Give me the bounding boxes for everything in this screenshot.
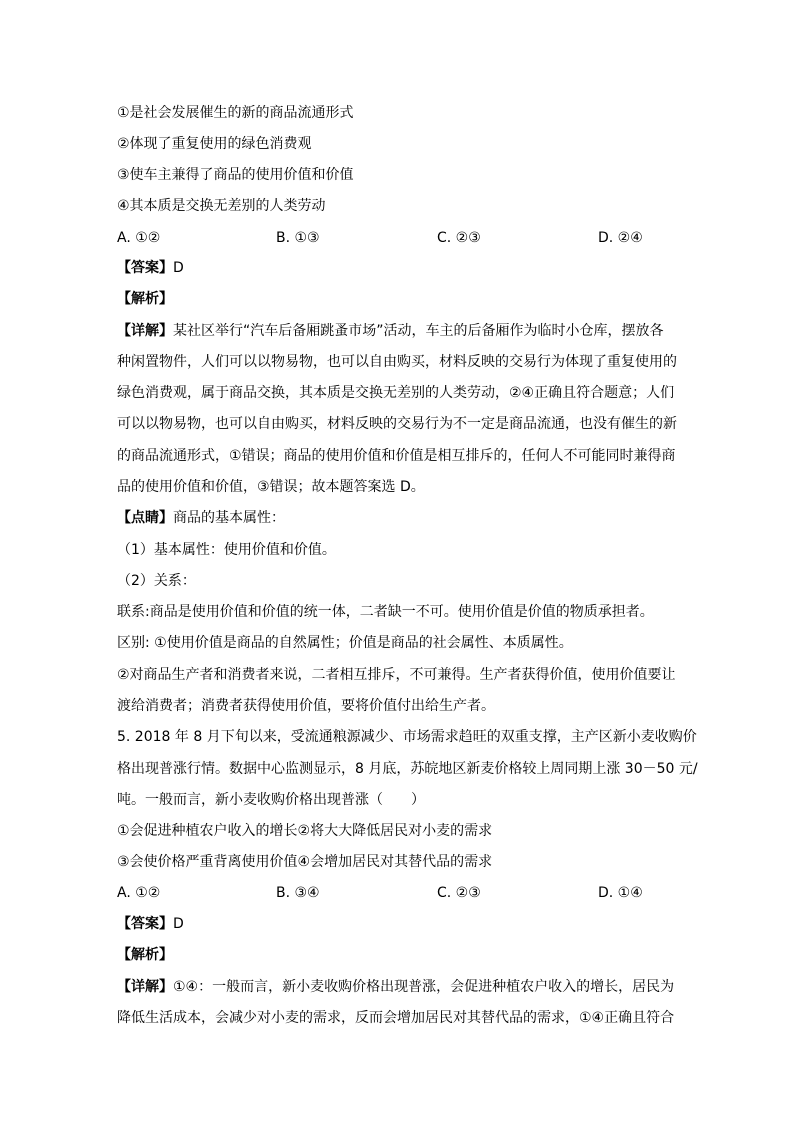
analysis-label: 【解析】 (117, 291, 173, 307)
q5-analysis-label: 【解析】 (117, 947, 173, 963)
tip-header (117, 508, 285, 528)
option-d: D. ②④ (598, 230, 643, 246)
q5-stem-3: 吨。一般而言，新小麦收购价格出现普涨（ ） (117, 792, 425, 808)
q5-answer-label: 【答案】 (117, 916, 173, 932)
q5-option-c: C. ②③ (437, 885, 481, 901)
statement-2: ②体现了重复使用的绿色消费观 (117, 136, 312, 152)
detail-line-2: 种闲置物件，人们可以以物易物，也可以自由购买，材料反映的交易行为体现了重复使用的 (117, 354, 677, 370)
q5-option-b: B. ③④ (276, 885, 320, 901)
q5-detail-text: ①④：一般而言，新小麦收购价格出现普涨，会促进种植农户收入的增长，居民为 (173, 979, 675, 995)
tip-line-6: 渡给消费者；消费者获得使用价值，要将价值付出给生产者。 (117, 698, 495, 714)
detail-line-4: 可以以物易物，也可以自由购买，材料反映的交易行为不一定是商品流通，也没有催生的新 (117, 416, 677, 432)
q5-answer-value: D (173, 916, 184, 932)
detail-line-6: 品的使用价值和价值，③错误；故本题答案选 D。 (117, 479, 425, 495)
statement-4: ④其本质是交换无差别的人类劳动 (117, 198, 326, 214)
tip-line-2: （2）关系： (117, 573, 196, 589)
tip-line-1: （1）基本属性：使用价值和价值。 (117, 542, 336, 558)
option-b: B. ①③ (276, 230, 320, 246)
option-c: C. ②③ (437, 230, 481, 246)
statement-1: ①是社会发展催生的新的商品流通形式 (117, 105, 354, 121)
detail-label: 【详解】 (117, 323, 173, 339)
q5-detail-line-1 (117, 977, 674, 997)
detail-line-5: 的商品流通形式，①错误；商品的使用价值和价值是相互排斥的，任何人不可能同时兼得商 (117, 448, 676, 464)
q5-statements-2: ③会使价格严重背离使用价值④会增加居民对其替代品的需求 (117, 854, 493, 870)
q5-detail-line-2: 降低生活成本，会减少对小麦的需求，反而会增加居民对其替代品的需求，①④正确且符合 (117, 1010, 675, 1026)
detail-text: 某社区举行“汽车后备厢跳蚤市场”活动，车主的后备厢作为临时小仓库，摆放各 (173, 323, 664, 339)
answer-value: D (173, 260, 184, 276)
tip-label: 【点睛】 (117, 510, 173, 526)
tip-line-5: ②对商品生产者和消费者来说，二者相互排斥，不可兼得。生产者获得价值，使用价值要让 (117, 667, 676, 683)
tip-line-3: 联系:商品是使用价值和价值的统一体，二者缺一不可。使用价值是价值的物质承担者。 (117, 604, 654, 620)
q5-stem-1: 5. 2018 年 8 月下旬以来，受流通粮源减少、市场需求趋旺的双重支撑，主产区新小麦收购价 (117, 729, 697, 745)
detail-line-1 (117, 321, 664, 341)
q5-statements-1: ①会促进种植农户收入的增长②将大大降低居民对小麦的需求 (117, 823, 493, 839)
q5-stem-2: 格出现普涨行情。数据中心监测显示，8 月底，苏皖地区新麦价格较上周同期上涨 30－50 元/ (117, 761, 698, 777)
detail-line-3: 绿色消费观，属于商品交换，其本质是交换无差别的人类劳动，②④正确且符合题意；人们 (117, 385, 675, 401)
q5-answer-line (117, 914, 184, 934)
option-a: A. ①② (117, 230, 161, 246)
q5-option-d: D. ①④ (598, 885, 643, 901)
answer-line (117, 258, 184, 278)
q5-option-a: A. ①② (117, 885, 161, 901)
tip-title: 商品的基本属性： (173, 510, 285, 526)
tip-line-4: 区别: ①使用价值是商品的自然属性；价值是商品的社会属性、本质属性。 (117, 635, 573, 651)
answer-label: 【答案】 (117, 260, 173, 276)
q5-detail-label: 【详解】 (117, 979, 173, 995)
statement-3: ③使车主兼得了商品的使用价值和价值 (117, 167, 354, 183)
